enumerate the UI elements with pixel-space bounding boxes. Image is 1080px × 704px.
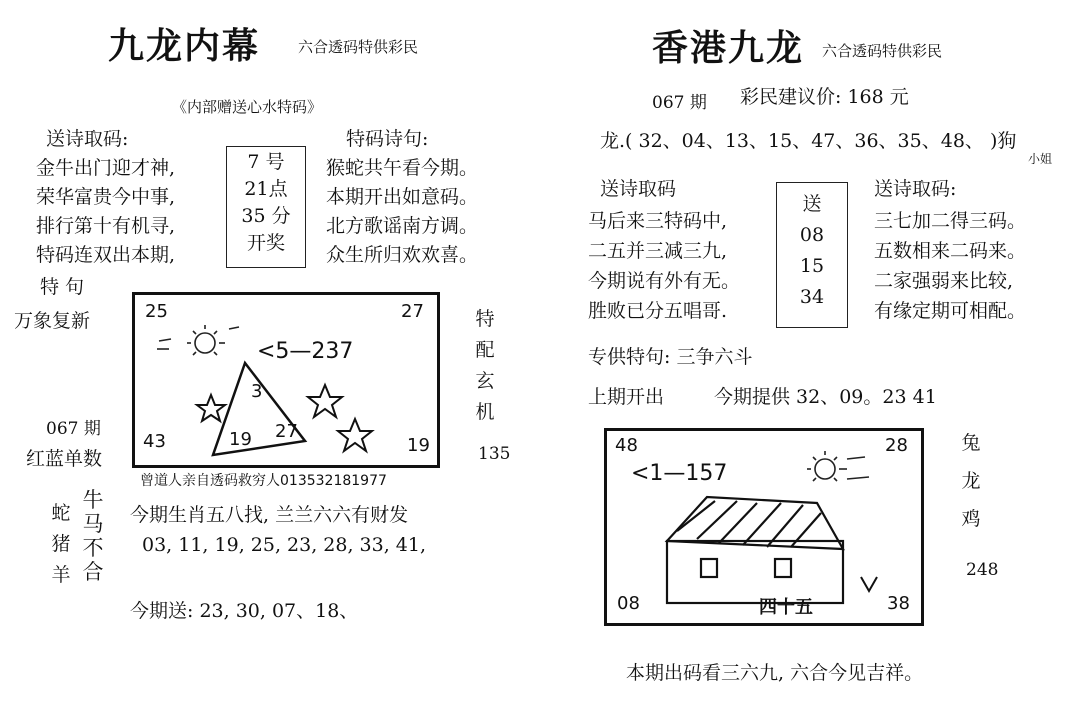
right-poem-right (874, 206, 1026, 326)
side-char: 龙 (961, 470, 981, 492)
sun-icon (157, 325, 239, 355)
poem-line: 众生所归欢欢喜。 (326, 244, 479, 266)
last-issue-label: 上期开出 (588, 386, 665, 408)
triangle-number: 3 (251, 381, 263, 402)
left-poem-right (326, 154, 478, 270)
left-tejuh: 特 句 (40, 276, 85, 298)
right-side-number: 248 (966, 560, 999, 580)
zodiac-char: 猪 (51, 533, 71, 555)
left-gift-line: 《内部赠送心水特码》 (172, 98, 323, 116)
left-subtitle: 六合透码特供彩民 (298, 38, 419, 56)
frame-number: 08 (617, 593, 640, 614)
draw-time-line: 7 号 (247, 151, 285, 173)
star-icon (338, 419, 372, 451)
zodiac-char: 羊 (51, 564, 71, 586)
send-box-line: 08 (799, 224, 825, 246)
left-side-vertical (472, 304, 498, 428)
star-icon (197, 395, 225, 421)
send-line: 今期送: 23, 30, 07、18、 (130, 600, 359, 622)
house-text: 四十五 (759, 597, 813, 618)
right-poem-header: 送诗取码 (600, 178, 677, 200)
poem-line: 二家强弱来比较, (874, 270, 1014, 292)
right-poem-header-right: 送诗取码: (874, 178, 957, 200)
poem-line: 今期说有外有无。 (588, 270, 741, 292)
contact-line: 曾道人亲自透码救穷人013532181977 (140, 473, 387, 489)
side-char: 机 (475, 401, 495, 423)
poem-line: 有缘定期可相配。 (874, 300, 1027, 322)
bird-icon (861, 577, 877, 591)
draw-time-line: 21点 (244, 178, 288, 200)
poem-line: 马后来三特码中, (588, 210, 728, 232)
right-title: 香港九龙 (652, 27, 805, 69)
poem-line: 特码连双出本期, (36, 244, 176, 266)
zodiac-char: 蛇 (51, 502, 71, 524)
house-icon (667, 497, 843, 603)
left-wanxiang: 万象复新 (14, 310, 91, 332)
send-number-box (776, 182, 848, 328)
side-char: 玄 (475, 370, 495, 392)
frame-number: 48 (615, 435, 638, 456)
zodiac-mid (80, 488, 106, 584)
triangle-number: 27 (275, 421, 298, 442)
left-poem-left (36, 154, 175, 270)
left-redblue: 红蓝单数 (26, 448, 103, 470)
send-box-line: 送 (802, 193, 822, 215)
right-poem-left (588, 206, 740, 326)
frame-number: 38 (887, 593, 910, 614)
left-issue: 067 期 (46, 419, 101, 439)
zodiac-line: 今期生肖五八找, 兰兰六六有财发 (130, 504, 409, 526)
dragon-line: 龙.( 32、04、13、15、47、36、35、48、 )狗 (600, 130, 1017, 152)
frame-range: <1—157 (631, 461, 728, 486)
left-side-number: 135 (478, 444, 511, 464)
left-poem-header: 送诗取码: (46, 128, 129, 150)
poem-line: 本期开出如意码。 (326, 186, 479, 208)
poem-line: 北方歌谣南方调。 (326, 215, 479, 237)
draw-time-box (226, 146, 306, 268)
provide-line: 今期提供 32、09。23 41 (714, 386, 937, 408)
draw-time-line: 开奖 (246, 232, 285, 254)
left-title: 九龙内幕 (108, 25, 261, 67)
left-drawing-frame (132, 292, 440, 468)
poem-line: 猴蛇共午看今期。 (326, 157, 479, 179)
frame-number: 28 (885, 435, 908, 456)
frame-number: 27 (401, 301, 424, 322)
right-subtitle: 六合透码特供彩民 (822, 42, 943, 60)
frame-number: 25 (145, 301, 168, 322)
send-box-line: 34 (799, 286, 825, 308)
frame-range: <5—237 (257, 339, 354, 364)
zodiac-char: 不 (82, 536, 104, 560)
footer-line: 本期出码看三六九, 六合今见吉祥。 (626, 662, 924, 684)
special-line: 专供特句: 三争六斗 (588, 346, 753, 368)
right-drawing-frame (604, 428, 924, 626)
star-icon (308, 385, 342, 417)
draw-time-line: 35 分 (241, 205, 291, 227)
poem-line: 三七加二得三码。 (874, 210, 1027, 232)
zodiac-char: 马 (82, 512, 104, 536)
numbers-line: 03, 11, 19, 25, 23, 28, 33, 41, (142, 534, 427, 556)
send-box-line: 15 (799, 255, 825, 277)
left-poem-header-right: 特码诗句: (346, 128, 429, 150)
right-issue: 067 期 (652, 93, 707, 113)
side-char: 鸡 (961, 508, 981, 530)
frame-number: 19 (407, 435, 430, 456)
poem-line: 胜败已分五唱哥. (588, 300, 728, 322)
side-char: 兔 (961, 432, 981, 454)
right-price: 彩民建议价: 168 元 (740, 86, 909, 108)
zodiac-left (48, 498, 74, 591)
poem-line: 荣华富贵今中事, (36, 186, 176, 208)
poem-line: 五数相来二码来。 (874, 240, 1027, 262)
side-char: 配 (475, 339, 495, 361)
frame-number: 43 (143, 431, 166, 452)
triangle-number: 19 (229, 429, 252, 450)
poem-line: 排行第十有机寻, (36, 215, 176, 237)
poem-line: 金牛出门迎才神, (36, 157, 176, 179)
miss-label: 小姐 (1028, 152, 1053, 166)
poem-line: 二五并三减三九, (588, 240, 728, 262)
zodiac-char: 牛 (82, 488, 104, 512)
right-side-vertical (958, 424, 984, 538)
zodiac-char: 合 (82, 560, 104, 584)
sun-icon (807, 451, 869, 481)
side-char: 特 (475, 308, 495, 330)
